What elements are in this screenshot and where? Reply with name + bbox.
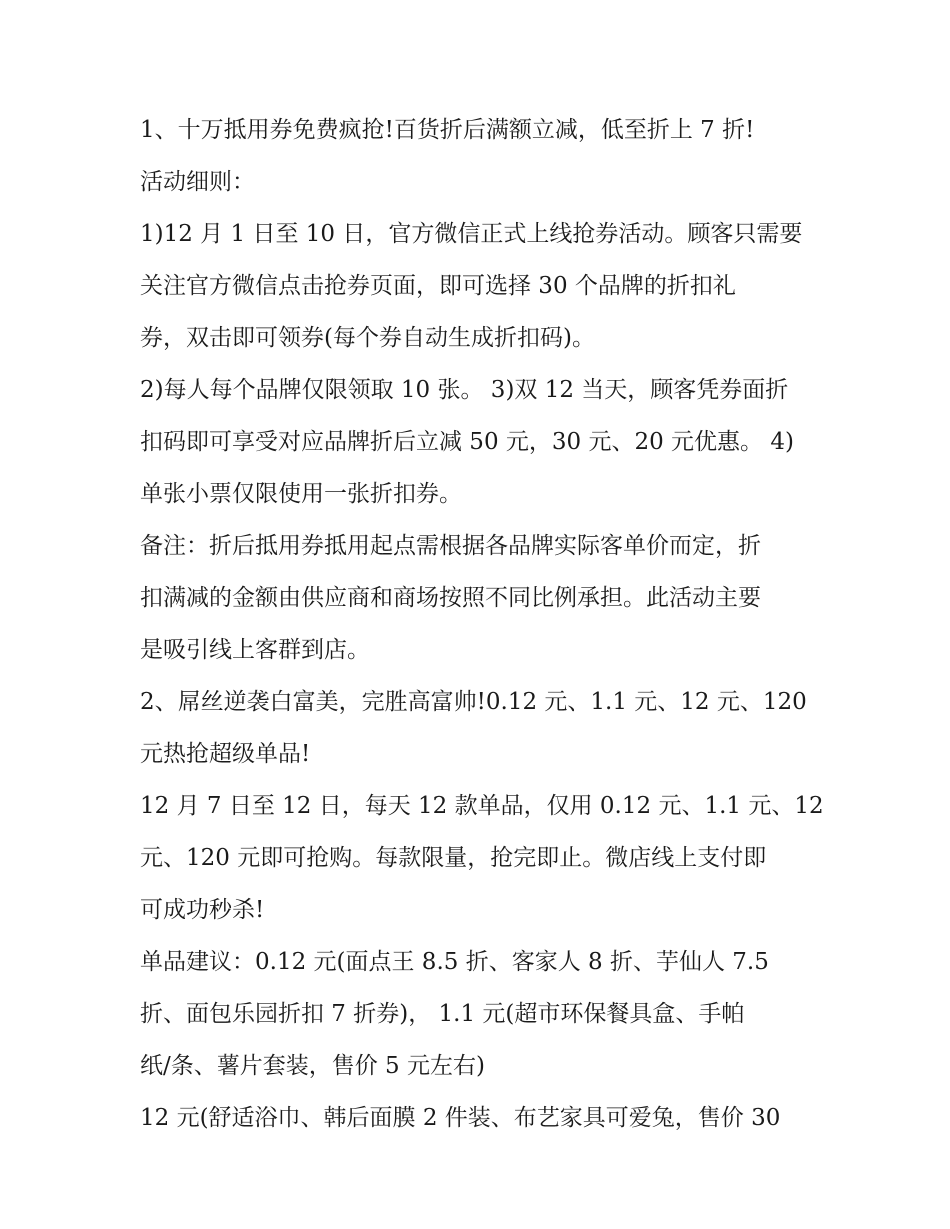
- document-body: [140, 104, 824, 1144]
- heading-section-2: 2、屌丝逆袭白富美，完胜高富帅!0.12 元、1.1 元、12 元、120: [140, 689, 807, 715]
- subheading-rules: 活动细则：: [140, 169, 255, 195]
- suggestion-line: 纸/条、薯片套装，售价 5 元左右): [140, 1053, 485, 1079]
- paragraph-line: 1)12 月 1 日至 10 日，官方微信正式上线抢券活动。顾客只需要: [140, 221, 803, 247]
- paragraph-line: 扣码即可享受对应品牌折后立减 50 元，30 元、20 元优惠。 4): [140, 429, 794, 455]
- paragraph-line: 元、120 元即可抢购。每款限量，抢完即止。微店线上支付即: [140, 845, 767, 871]
- note-line: 扣满减的金额由供应商和商场按照不同比例承担。此活动主要: [140, 585, 761, 611]
- paragraph-line: 券，双击即可领券(每个券自动生成折扣码)。: [140, 325, 595, 351]
- paragraph-line: 单张小票仅限使用一张折扣券。: [140, 481, 462, 507]
- heading-section-1: 1、十万抵用券免费疯抢!百货折后满额立减，低至折上 7 折!: [140, 117, 755, 143]
- paragraph-line: 12 月 7 日至 12 日，每天 12 款单品，仅用 0.12 元、1.1 元、12: [140, 793, 824, 819]
- suggestion-line: 折、面包乐园折扣 7 折券)， 1.1 元(超市环保餐具盒、手帕: [140, 1001, 745, 1027]
- paragraph-line: 可成功秒杀!: [140, 897, 265, 923]
- paragraph-line: 关注官方微信点击抢券页面，即可选择 30 个品牌的折扣礼: [140, 273, 736, 299]
- paragraph-line: 2)每人每个品牌仅限领取 10 张。 3)双 12 当天，顾客凭券面折: [140, 377, 789, 403]
- suggestion-line: 单品建议：0.12 元(面点王 8.5 折、客家人 8 折、芋仙人 7.5: [140, 949, 769, 975]
- heading-section-2: 元热抢超级单品!: [140, 741, 311, 767]
- note-line: 备注：折后抵用券抵用起点需根据各品牌实际客单价而定，折: [140, 533, 761, 559]
- suggestion-line: 12 元(舒适浴巾、韩后面膜 2 件装、布艺家具可爱兔，售价 30: [140, 1105, 781, 1131]
- note-line: 是吸引线上客群到店。: [140, 637, 370, 663]
